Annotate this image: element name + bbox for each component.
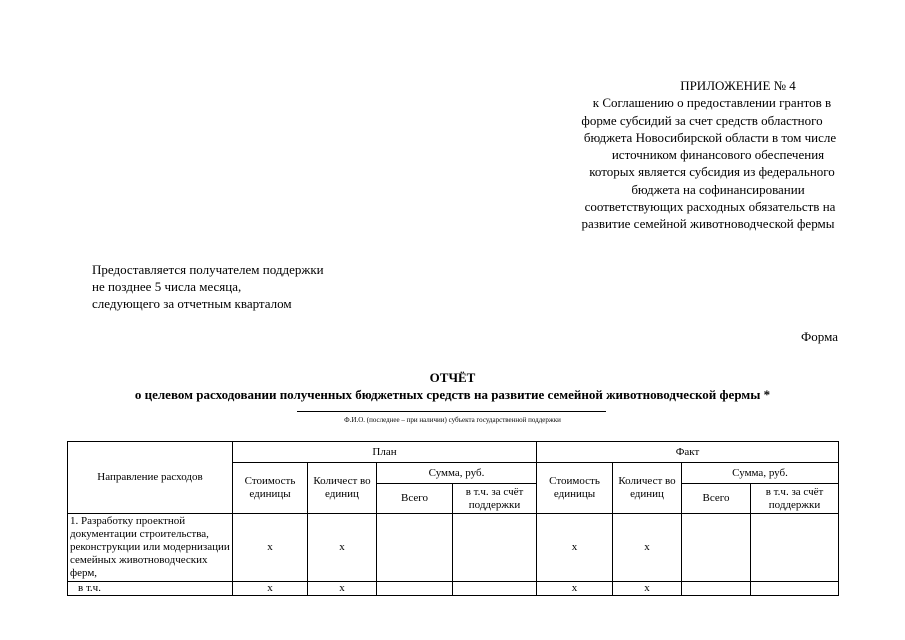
table-row — [68, 514, 839, 582]
note-line: не позднее 5 числа месяца, — [92, 279, 242, 294]
row-plan-cost: х — [233, 582, 308, 596]
appendix-title: ПРИЛОЖЕНИЕ № 4 — [680, 78, 796, 93]
header-plan-sum: Сумма, руб. — [377, 463, 537, 484]
header-plan-incl-support: в т.ч. за счёт поддержки — [453, 484, 537, 514]
report-table — [67, 441, 839, 596]
row-plan-total — [377, 514, 453, 582]
row-fact-support — [751, 582, 839, 596]
row-fact-cost: х — [537, 514, 613, 582]
form-label: Форма — [801, 329, 838, 344]
appendix-line: развитие семейной животноводческой фермы — [581, 216, 835, 232]
appendix-line: бюджета Новосибирской области в том числе — [583, 129, 837, 145]
appendix-line: соответствующих расходных обязательств на — [584, 199, 836, 215]
appendix-line: которых является субсидия из федерального — [589, 164, 835, 180]
table-row — [68, 582, 839, 596]
appendix-line: источником финансового обеспечения — [611, 147, 825, 163]
row-fact-total — [682, 514, 751, 582]
row-fact-total — [682, 582, 751, 596]
header-direction: Направление расходов — [68, 442, 233, 514]
appendix-line: к Соглашению о предоставлении грантов в — [592, 95, 832, 111]
header-fact-sum: Сумма, руб. — [682, 463, 839, 484]
appendix-block — [566, 77, 870, 233]
header-plan-quantity: Количест во единиц — [308, 463, 377, 514]
row-fact-support — [751, 514, 839, 582]
submission-note — [92, 261, 324, 312]
report-subtitle: о целевом расходовании полученных бюджетных средств на развитие семейной животноводческой фермы * — [134, 387, 771, 402]
row-plan-total — [377, 582, 453, 596]
signature-caption: Ф.И.О. (последнее – при наличии) субъекта государственной поддержки — [344, 416, 561, 424]
row-direction: 1. Разработку проектной документации строительства, реконструкции или модернизации семейных животноводческих ферм, — [68, 514, 233, 582]
header-fact-total: Всего — [682, 484, 751, 514]
report-heading — [0, 369, 905, 403]
row-plan-qty: х — [308, 514, 377, 582]
appendix-line: форме субсидий за счет средств областного — [581, 112, 823, 128]
header-fact-quantity: Количест во единиц — [613, 463, 682, 514]
header-fact-unit-cost: Стоимость единицы — [537, 463, 613, 514]
row-plan-support — [453, 582, 537, 596]
appendix-line: бюджета на софинансировании — [631, 181, 805, 197]
note-line: Предоставляется получателем поддержки — [92, 262, 324, 277]
row-fact-cost: х — [537, 582, 613, 596]
note-line: следующего за отчетным кварталом — [92, 296, 292, 311]
signature-line — [297, 411, 606, 412]
row-plan-support — [453, 514, 537, 582]
header-fact-incl-support: в т.ч. за счёт поддержки — [751, 484, 839, 514]
row-direction: в т.ч. — [68, 582, 233, 596]
header-fact: Факт — [537, 442, 839, 463]
row-plan-cost: х — [233, 514, 308, 582]
row-plan-qty: х — [308, 582, 377, 596]
header-plan: План — [233, 442, 537, 463]
row-fact-qty: х — [613, 582, 682, 596]
row-fact-qty: х — [613, 514, 682, 582]
header-plan-total: Всего — [377, 484, 453, 514]
header-plan-unit-cost: Стоимость единицы — [233, 463, 308, 514]
report-title: ОТЧЁТ — [429, 370, 476, 385]
